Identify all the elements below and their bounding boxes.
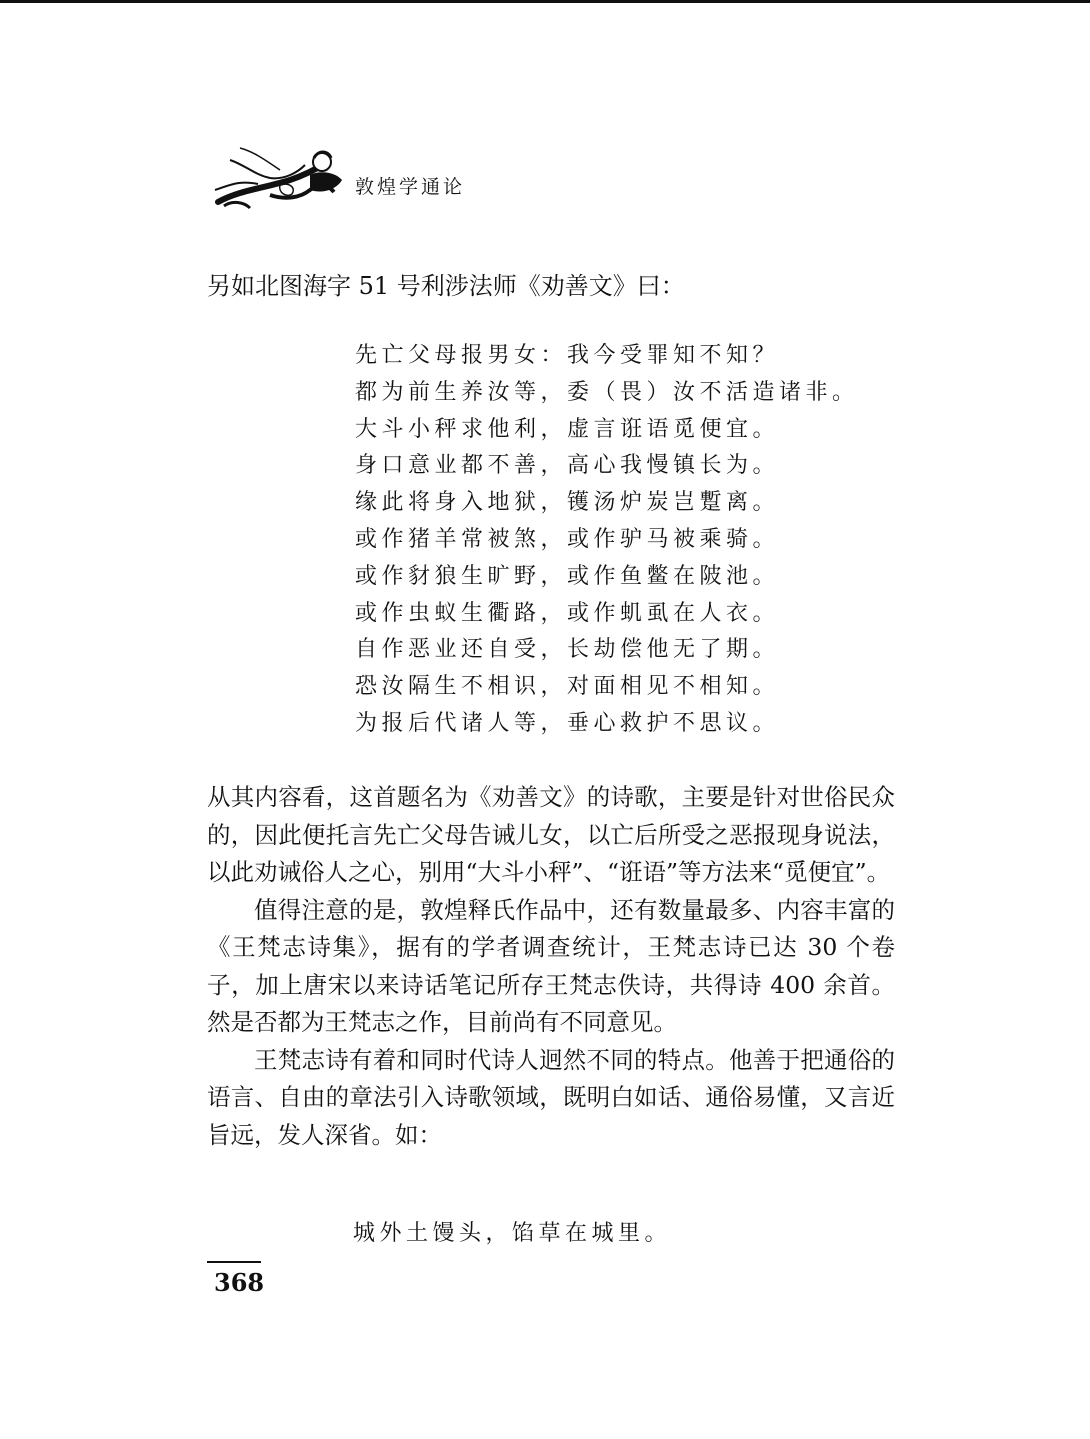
verse-line: 缘此将身入地狱，镬汤炉炭岂蹔离。 (355, 490, 780, 516)
verse-quote: 城外土馒头，馅草在城里。 (353, 1221, 672, 1246)
verse-line: 为报后代诸人等，垂心救护不思议。 (355, 710, 780, 736)
book-title: 敦煌学通论 (355, 176, 466, 198)
running-header (210, 140, 630, 220)
page-number: 368 (214, 1268, 265, 1297)
verse-line: 或作猪羊常被煞，或作驴马被乘骑。 (355, 526, 780, 552)
verse-line: 自作恶业还自受，长劫偿他无了期。 (355, 637, 780, 663)
paragraph: 王梵志诗有着和同时代诗人迥然不同的特点。他善于把通俗的语言、自由的章法引入诗歌领域，既明白如话、通俗易懂，又言近旨远，发人深省。如： (207, 1045, 895, 1149)
verse-line: 大斗小秤求他利，虚言诳语觅便宜。 (355, 416, 780, 442)
paragraph: 值得注意的是，敦煌释氏作品中，还有数量最多、内容丰富的《王梵志诗集》，据有的学者调查统计，王梵志诗已达 30 个卷子，加上唐宋以来诗话笔记所存王梵志佚诗，共得诗 400 余首。然是否都为王梵志之作，目前尚有不同意见。 (207, 895, 895, 1036)
top-border-rule (0, 0, 1090, 3)
verse-line: 恐汝隔生不相识，对面相见不相知。 (355, 674, 780, 700)
flying-apsara-ornament-icon (210, 140, 350, 220)
verse-line: 先亡父母报男女：我今受罪知不知？ (355, 343, 780, 368)
paragraph: 从其内容看，这首题名为《劝善文》的诗歌，主要是针对世俗民众的，因此便托言先亡父母告诫儿女，以亡后所受之恶报现身说法，以此劝诫俗人之心，别用“大斗小秤”、“诳语”等方法来“觅便宜”。 (207, 783, 895, 886)
verse-line: 身口意业都不善，高心我慢镇长为。 (355, 453, 780, 479)
verse-line: 或作虫蚁生衢路，或作虮虱在人衣。 (355, 600, 780, 626)
footer-rule (207, 1261, 261, 1263)
verse-block (355, 338, 875, 743)
verse-line: 或作豺狼生旷野，或作鱼鳖在陂池。 (355, 563, 780, 589)
intro-line: 另如北图海字 51 号利涉法师《劝善文》曰： (207, 272, 685, 300)
verse-line: 都为前生养汝等，委（畏）汝不活造诸非。 (355, 379, 859, 405)
body-text (207, 779, 895, 1154)
